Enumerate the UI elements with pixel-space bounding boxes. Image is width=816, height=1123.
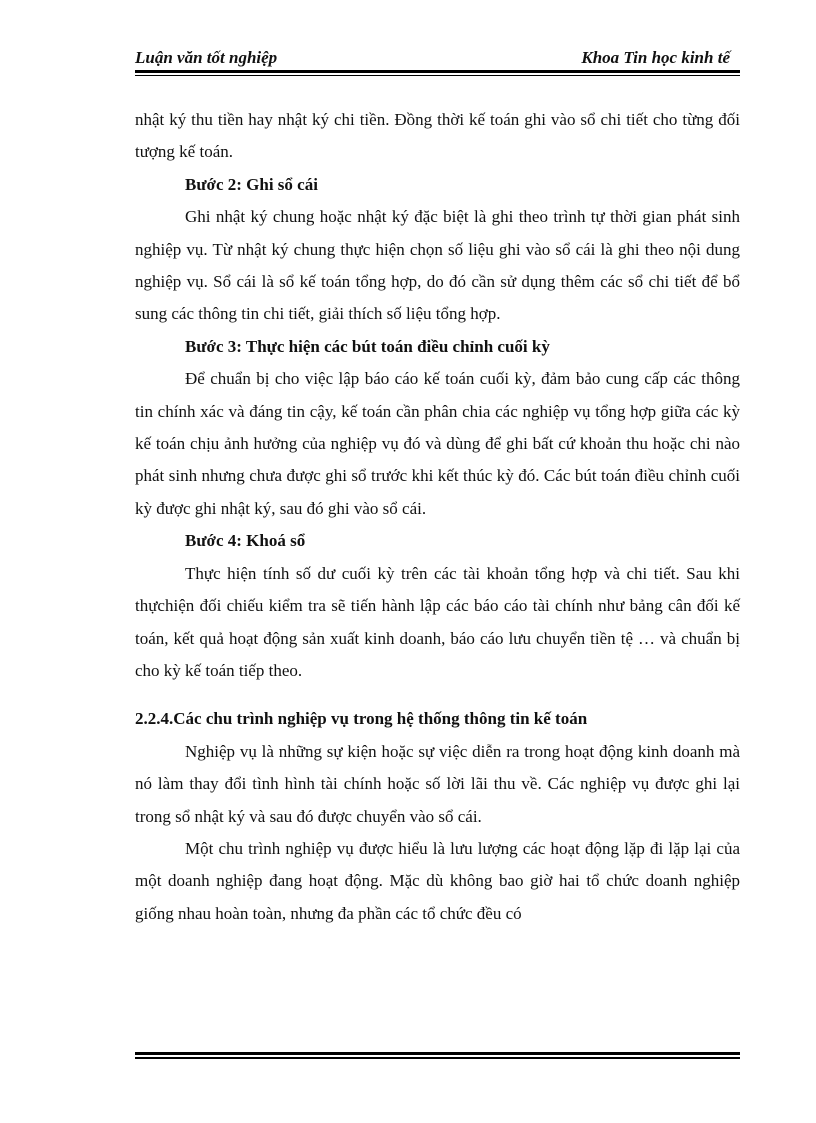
step-3-heading: Bước 3: Thực hiện các bút toán điều chỉnh cuối kỳ	[185, 336, 550, 356]
section-heading: 2.2.4.Các chu trình nghiệp vụ trong hệ thống thông tin kế toán	[135, 709, 588, 729]
paragraph-4: Thực hiện tính số dư cuối kỳ trên các tài khoản tổng hợp và chi tiết. Sau khi thựchiện đối chiếu kiểm tra sẽ tiến hành lập các báo cáo tài chính như bảng cân đối kế toán, kết quả hoạt động sản xuất kinh doanh, báo cáo lưu chuyển tiền tệ … và chuẩn bị cho kỳ kế toán tiếp theo.	[135, 563, 740, 680]
footer-rule	[135, 1052, 740, 1055]
page-header	[135, 48, 740, 70]
step-4-heading: Bước 4: Khoá sổ	[185, 531, 306, 551]
header-faculty: Khoa Tin học kinh tế	[581, 48, 730, 67]
header-rule	[135, 70, 740, 73]
paragraph-5: Nghiệp vụ là những sự kiện hoặc sự việc diễn ra trong hoạt động kinh doanh mà nó làm thay đổi tình hình tài chính hoặc số lời lãi thu về. Các nghiệp vụ được ghi lại trong sổ nhật ký và sau đó được chuyển vào sổ cái.	[135, 741, 740, 826]
body-text	[135, 104, 740, 930]
step-2-heading: Bước 2: Ghi sổ cái	[185, 174, 318, 194]
header-thesis-title: Luận văn tốt nghiệp	[135, 48, 278, 67]
paragraph-1: nhật ký thu tiền hay nhật ký chi tiền. Đồng thời kế toán ghi vào sổ chi tiết cho từng đối tượng kế toán.	[135, 110, 740, 162]
paragraph-3: Để chuẩn bị cho việc lập báo cáo kế toán cuối kỳ, đảm bảo cung cấp các thông tin chính xác và đáng tin cậy, kế toán cần phân chia các nghiệp vụ tổng hợp giữa các kỳ kế toán chịu ảnh hưởng của nghiệp vụ đó và dùng để ghi bất cứ khoản thu hoặc chi nào phát sinh nhưng chưa được ghi sổ trước khi kết thúc kỳ đó. Các bút toán điều chỉnh cuối kỳ được ghi nhật ký, sau đó ghi vào sổ cái.	[135, 369, 740, 518]
header-rule-thin	[135, 75, 740, 76]
paragraph-6: Một chu trình nghiệp vụ được hiểu là lưu lượng các hoạt động lặp đi lặp lại của một doanh nghiệp đang hoạt động. Mặc dù không bao giờ hai tổ chức doanh nghiệp giống nhau hoàn toàn, nhưng đa phần các tổ chức đều có	[135, 838, 740, 923]
footer-rule-thin	[135, 1057, 740, 1059]
paragraph-2: Ghi nhật ký chung hoặc nhật ký đặc biệt là ghi theo trình tự thời gian phát sinh nghiệp vụ. Từ nhật ký chung thực hiện chọn số liệu ghi vào sổ cái là ghi theo nội dung nghiệp vụ. Sổ cái là sổ kế toán tổng hợp, do đó cần sử dụng thêm các sổ chi tiết để bổ sung các thông tin chi tiết, giải thích số liệu tổng hợp.	[135, 207, 740, 324]
